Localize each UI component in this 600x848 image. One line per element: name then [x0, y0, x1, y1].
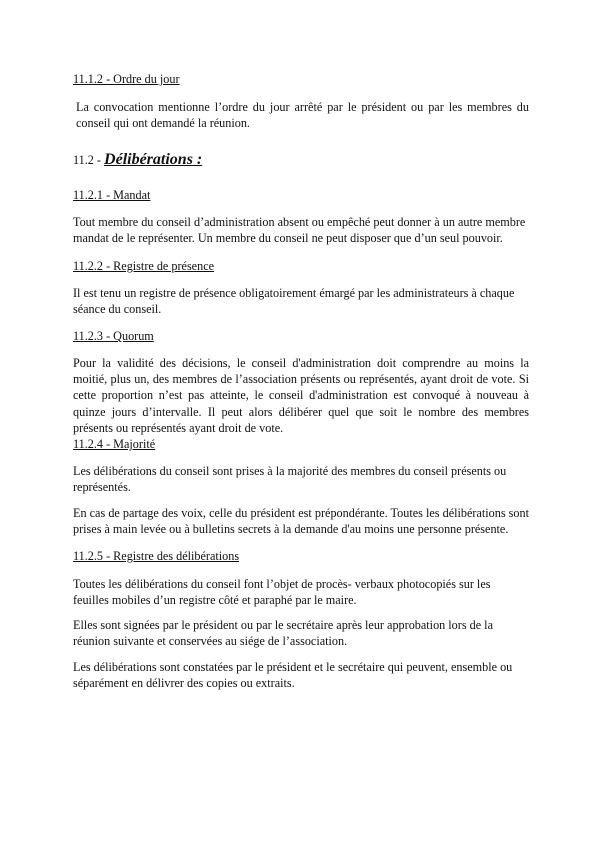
heading-registre-deliberations: 11.2.5 - Registre des délibérations: [73, 549, 240, 563]
heading-mandat: 11.2.1 - Mandat: [73, 188, 151, 202]
paragraph-ordre-du-jour: La convocation mentionne l’ordre du jour arrêté par le président ou par les membres du conseil qui ont demandé la réunion.: [76, 100, 529, 131]
paragraph-mandat: Tout membre du conseil d’administration absent ou empêché peut donner à un autre membre mandat de le représenter. Un membre du conseil ne peut disposer que d’un seul pouvoir.: [73, 215, 526, 246]
paragraph-majorite-2: En cas de partage des voix, celle du président est prépondérante. Toutes les délibérations sont prises à main levée ou à bulletins secrets à la demande d'au moins une personne présente.: [73, 506, 529, 537]
heading-ordre-du-jour: 11.1.2 - Ordre du jour: [73, 72, 180, 86]
paragraph-majorite-1: Les délibérations du conseil sont prises à la majorité des membres du conseil présents ou représentés.: [73, 464, 507, 495]
paragraph-registre-deliberations-3: Les délibérations sont constatées par le président et le secrétaire qui peuvent, ensemble ou séparément en délivrer des copies ou extraits.: [73, 660, 513, 691]
paragraph-registre-deliberations-1: Toutes les délibérations du conseil font l’objet de procès- verbaux photocopiés sur les feuilles mobiles d’un registre côté et paraphé par le maire.: [73, 577, 491, 608]
paragraph-registre-presence: Il est tenu un registre de présence obligatoirement émargé par les administrateurs à chaque séance du conseil.: [73, 286, 515, 317]
paragraph-registre-deliberations-2: Elles sont signées par le président ou par le secrétaire après leur approbation lors de la réunion suivante et conservées au siége de l’association.: [73, 618, 493, 649]
section-title-deliberations: [73, 152, 202, 168]
paragraph-quorum: Pour la validité des décisions, le conseil d'administration doit comprendre au moins la moitié, plus un, des membres de l’association présents ou représentés, ayant droit de vote. Si cette proportion n’est pas atteinte, le conseil d'administration est convoqué à nouveau à quinze jours d’intervalle. Il peut alors délibérer quel que soit le nombre des membres présents ou représentés ayant droit de vote.: [73, 356, 529, 435]
heading-quorum: 11.2.3 - Quorum: [73, 329, 154, 343]
section-number: 11.2 -: [73, 153, 105, 167]
heading-majorite: 11.2.4 - Majorité: [73, 437, 156, 451]
section-title-text: Délibérations :: [104, 151, 203, 168]
heading-registre-presence: 11.2.2 - Registre de présence: [73, 259, 215, 273]
